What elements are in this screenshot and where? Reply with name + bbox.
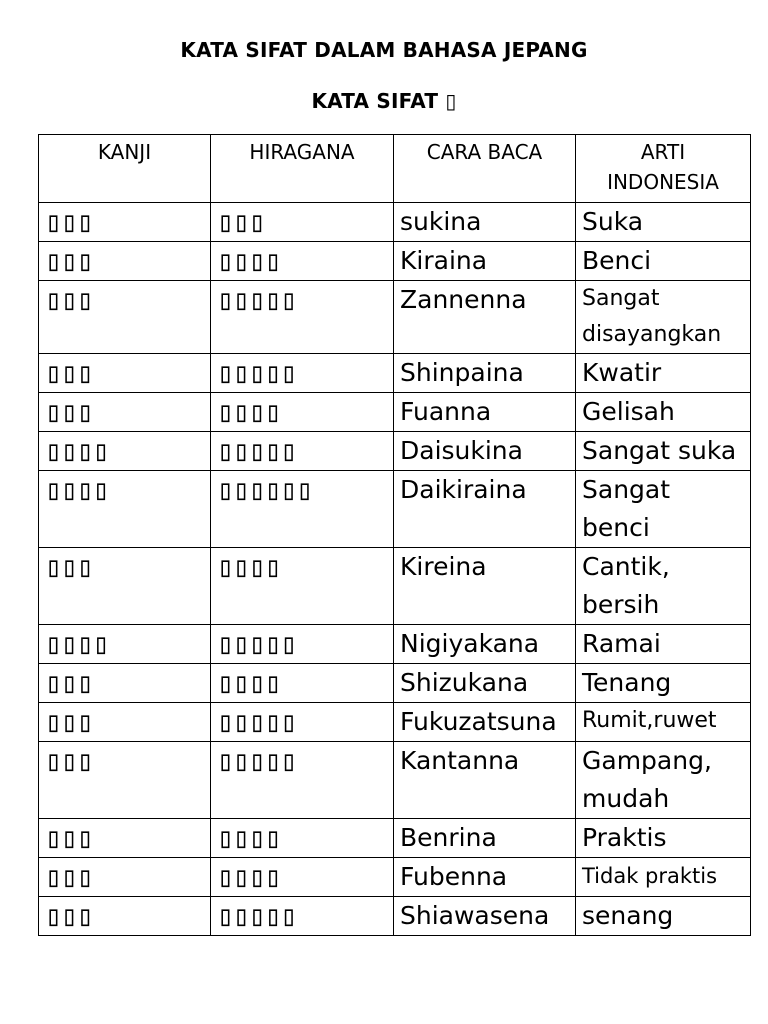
table-row <box>39 819 751 858</box>
hiragana-cell: ▯▯▯▯▯ <box>211 703 394 742</box>
table-row <box>39 281 751 354</box>
hiragana-cell: ▯▯▯▯ <box>211 548 394 625</box>
cara-baca-cell: Benrina <box>394 819 576 858</box>
hiragana-cell: ▯▯▯▯ <box>211 393 394 432</box>
table-row <box>39 432 751 471</box>
kanji-cell: ▯▯▯▯ <box>39 625 211 664</box>
cara-baca-cell: Shiawasena <box>394 897 576 936</box>
hiragana-cell: ▯▯▯▯▯ <box>211 625 394 664</box>
cara-baca-cell: Zannenna <box>394 281 576 354</box>
arti-cell: Tenang <box>576 664 751 703</box>
kanji-cell: ▯▯▯▯ <box>39 471 211 548</box>
arti-cell: Cantik, bersih <box>576 548 751 625</box>
hiragana-cell: ▯▯▯ <box>211 203 394 242</box>
table-row <box>39 354 751 393</box>
cara-baca-cell: Kiraina <box>394 242 576 281</box>
cara-baca-cell: Shizukana <box>394 664 576 703</box>
cara-baca-cell: Daisukina <box>394 432 576 471</box>
arti-cell: Benci <box>576 242 751 281</box>
kanji-cell: ▯▯▯ <box>39 548 211 625</box>
hiragana-cell: ▯▯▯▯▯▯ <box>211 471 394 548</box>
kanji-cell: ▯▯▯ <box>39 242 211 281</box>
arti-cell: Tidak praktis <box>576 858 751 897</box>
kanji-cell: ▯▯▯ <box>39 858 211 897</box>
hiragana-cell: ▯▯▯▯▯ <box>211 897 394 936</box>
hiragana-cell: ▯▯▯▯▯ <box>211 281 394 354</box>
kanji-cell: ▯▯▯ <box>39 819 211 858</box>
kanji-cell: ▯▯▯ <box>39 664 211 703</box>
cara-baca-cell: Fubenna <box>394 858 576 897</box>
cara-baca-cell: Fukuzatsuna <box>394 703 576 742</box>
arti-cell: Gampang, mudah <box>576 742 751 819</box>
hiragana-cell: ▯▯▯▯▯ <box>211 354 394 393</box>
kanji-cell: ▯▯▯ <box>39 742 211 819</box>
cara-baca-cell: Shinpaina <box>394 354 576 393</box>
column-header-hiragana: HIRAGANA <box>211 135 394 203</box>
cara-baca-cell: sukina <box>394 203 576 242</box>
arti-cell: Praktis <box>576 819 751 858</box>
column-header-kanji: KANJI <box>39 135 211 203</box>
column-header-arti-indonesia: ARTI INDONESIA <box>576 135 751 203</box>
table-header-row <box>39 135 751 203</box>
hiragana-cell: ▯▯▯▯▯ <box>211 742 394 819</box>
column-header-cara-baca: CARA BACA <box>394 135 576 203</box>
hiragana-cell: ▯▯▯▯ <box>211 858 394 897</box>
table-row <box>39 625 751 664</box>
cara-baca-cell: Daikiraina <box>394 471 576 548</box>
cara-baca-cell: Kantanna <box>394 742 576 819</box>
table-row <box>39 858 751 897</box>
hiragana-cell: ▯▯▯▯ <box>211 242 394 281</box>
hiragana-cell: ▯▯▯▯▯ <box>211 432 394 471</box>
document-title: KATA SIFAT DALAM BAHASA JEPANG <box>180 38 588 62</box>
table-row <box>39 742 751 819</box>
kanji-cell: ▯▯▯ <box>39 703 211 742</box>
arti-cell: Suka <box>576 203 751 242</box>
kanji-cell: ▯▯▯ <box>39 393 211 432</box>
arti-cell: Rumit,ruwet <box>576 703 751 742</box>
arti-cell: Gelisah <box>576 393 751 432</box>
table-row <box>39 203 751 242</box>
cara-baca-cell: Nigiyakana <box>394 625 576 664</box>
table-row <box>39 703 751 742</box>
kanji-cell: ▯▯▯▯ <box>39 432 211 471</box>
arti-cell: Sangat benci <box>576 471 751 548</box>
table-row <box>39 548 751 625</box>
table-row <box>39 242 751 281</box>
kanji-cell: ▯▯▯ <box>39 897 211 936</box>
hiragana-cell: ▯▯▯▯ <box>211 819 394 858</box>
cara-baca-cell: Fuanna <box>394 393 576 432</box>
table-row <box>39 393 751 432</box>
table-row <box>39 664 751 703</box>
arti-cell: senang <box>576 897 751 936</box>
table-row <box>39 897 751 936</box>
kanji-cell: ▯▯▯ <box>39 354 211 393</box>
arti-cell: Sangat suka <box>576 432 751 471</box>
cara-baca-cell: Kireina <box>394 548 576 625</box>
arti-cell: Kwatir <box>576 354 751 393</box>
kanji-cell: ▯▯▯ <box>39 203 211 242</box>
arti-cell: Sangat disayangkan <box>576 281 751 354</box>
table-row <box>39 471 751 548</box>
kanji-cell: ▯▯▯ <box>39 281 211 354</box>
arti-cell: Ramai <box>576 625 751 664</box>
vocabulary-table <box>38 134 751 936</box>
document-subtitle: KATA SIFAT ▯ <box>311 89 457 113</box>
hiragana-cell: ▯▯▯▯ <box>211 664 394 703</box>
